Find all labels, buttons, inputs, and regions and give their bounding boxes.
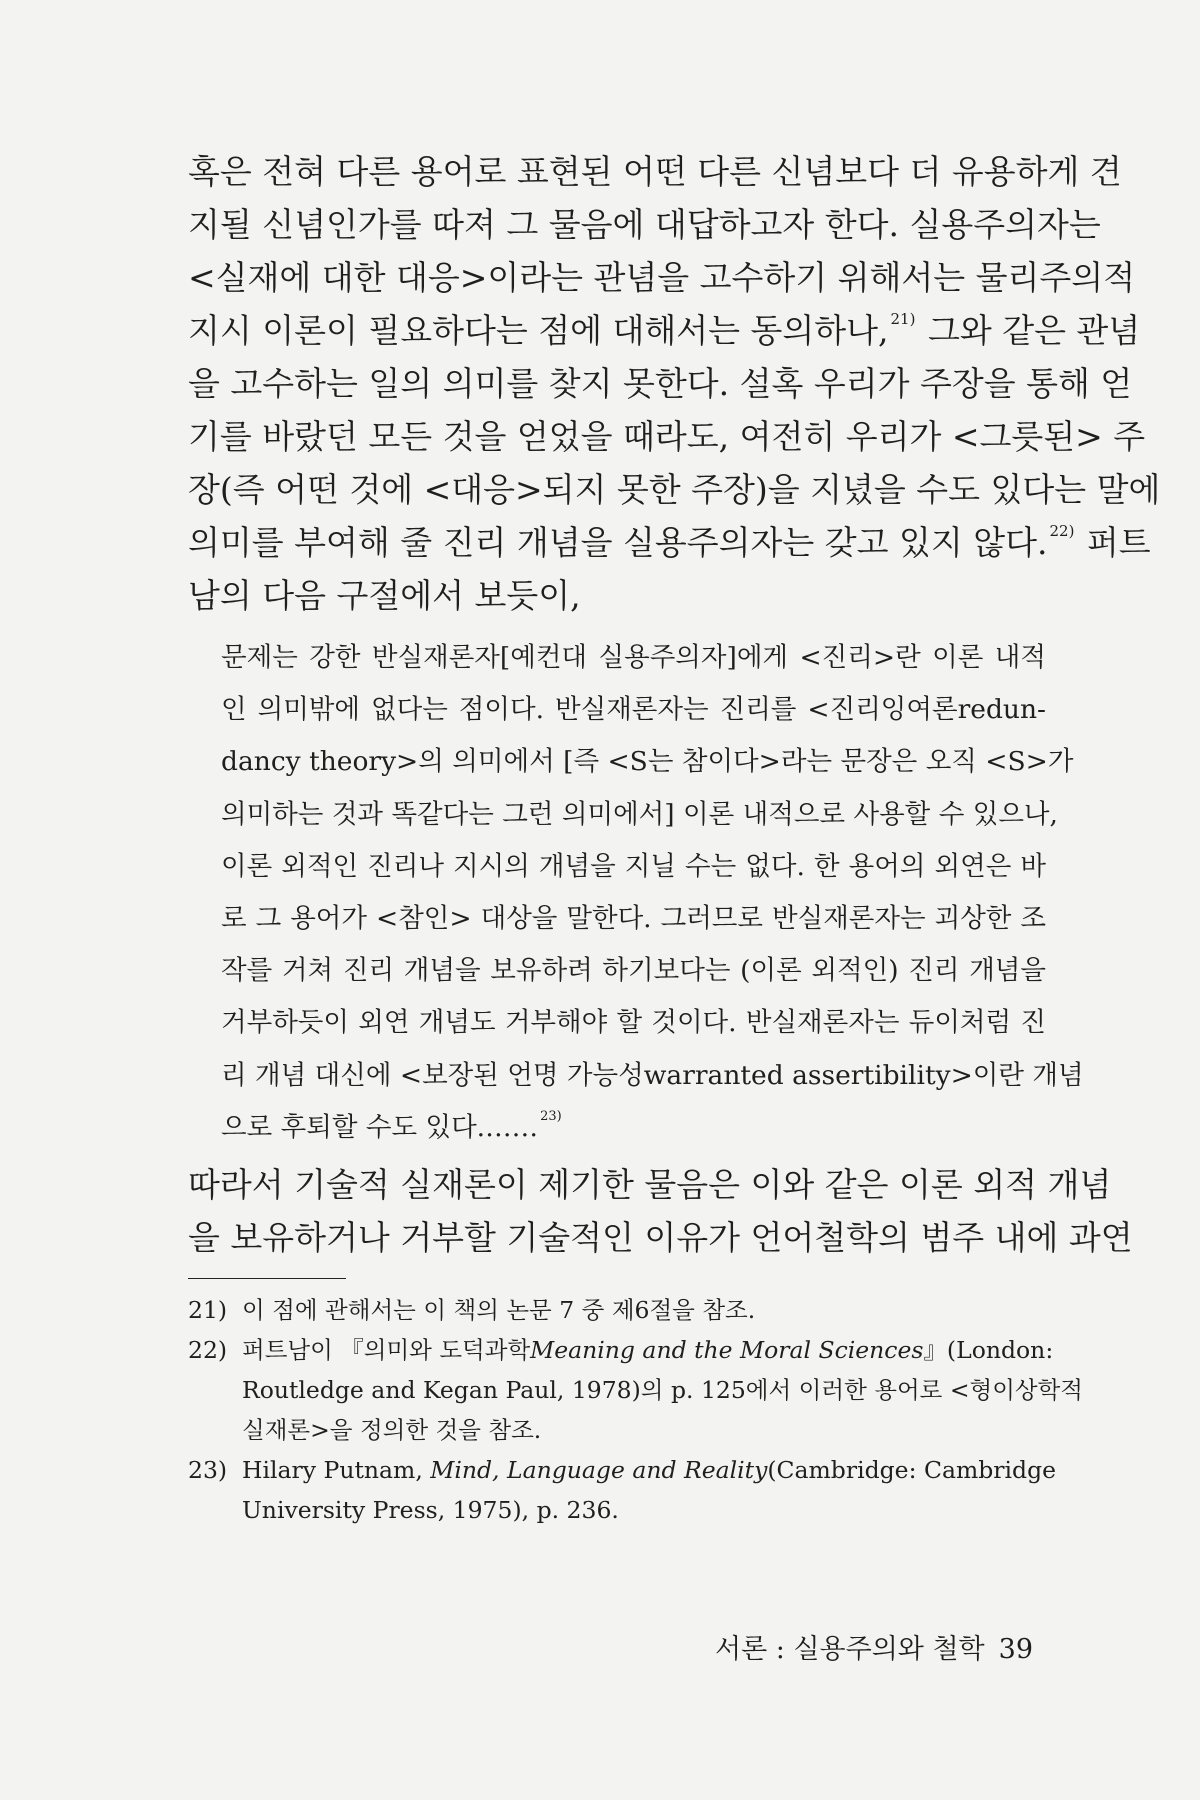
running-title: 서론 : 실용주의와 철학: [715, 1634, 985, 1665]
footnote-ref-23: 23): [540, 1108, 562, 1124]
footnote-line: 이 점에 관해서는 이 책의 논문 7 중 제6절을 참조.: [242, 1296, 756, 1324]
text-line: 장(즉 어떤 것에 <대응>되지 못한 주장)을 지녔을 수도 있다는 말에: [188, 470, 1161, 509]
footnotes: [188, 1290, 1084, 1530]
text-line: [188, 516, 1151, 569]
text-line: [188, 304, 1141, 357]
page-number: 39: [998, 1634, 1033, 1665]
text-segment: 그와 같은 관념: [917, 311, 1141, 350]
running-footer: [715, 1630, 1033, 1670]
text-line: 기를 바랐던 모든 것을 얻었을 때라도, 여전히 우리가 <그릇된> 주: [188, 417, 1146, 456]
footnote-ref-21: 21): [890, 310, 916, 328]
footnote-ref-22: 22): [1049, 522, 1075, 540]
quote-line: 거부하듯이 외연 개념도 거부해야 할 것이다. 반실재론자는 듀이처럼 진: [221, 1007, 1046, 1039]
footnote-line: University Press, 1975), p. 236.: [242, 1496, 619, 1524]
footnote-line: Routledge and Kegan Paul, 1978)의 p. 125에서 이러한 용어로 <형이상학적: [242, 1376, 1084, 1404]
text-segment: 의미를 부여해 줄 진리 개념을 실용주의자는 갖고 있지 않다.: [188, 523, 1048, 562]
footnote-22: [188, 1330, 1084, 1450]
text-line: 을 고수하는 일의 의미를 찾지 못한다. 설혹 우리가 주장을 통해 얻: [188, 364, 1133, 403]
text-line: 따라서 기술적 실재론이 제기한 물음은 이와 같은 이론 외적 개념: [188, 1165, 1112, 1204]
text-segment: 지시 이론이 필요하다는 점에 대해서는 동의하나,: [188, 311, 889, 350]
footnote-number: 22): [188, 1336, 228, 1364]
footnote-line: [242, 1330, 1054, 1370]
book-title: Mind, Language and Reality: [430, 1456, 768, 1484]
footnote-number: 23): [188, 1456, 228, 1484]
quote-line: 리 개념 대신에 <보장된 언명 가능성warranted assertibility>이란 개념: [221, 1059, 1084, 1091]
block-quote: [221, 632, 1084, 1154]
text-segment: (Cambridge: Cambridge: [767, 1456, 1057, 1484]
quote-line: 의미하는 것과 똑같다는 그런 의미에서] 이론 내적으로 사용할 수 있으나,: [221, 798, 1058, 830]
body-paragraph-1: [188, 145, 1161, 622]
body-paragraph-2: [188, 1158, 1133, 1264]
quote-line: 인 의미밖에 없다는 점이다. 반실재론자는 진리를 <진리잉여론redun-: [221, 694, 1046, 726]
text-line: 을 보유하거나 거부할 기술적인 이유가 언어철학의 범주 내에 과연: [188, 1218, 1133, 1257]
quote-line: 작를 거쳐 진리 개념을 보유하려 하기보다는 (이론 외적인) 진리 개념을: [221, 955, 1046, 987]
quote-line: 이론 외적인 진리나 지시의 개념을 지닐 수는 없다. 한 용어의 외연은 바: [221, 850, 1046, 882]
footnote-line: 실재론>을 정의한 것을 참조.: [242, 1416, 542, 1444]
text-line: <실재에 대한 대응>이라는 관념을 고수하기 위해서는 물리주의적: [188, 258, 1136, 297]
quote-line: 문제는 강한 반실재론자[예컨대 실용주의자]에게 <진리>란 이론 내적: [221, 642, 1046, 673]
footnote-number: 21): [188, 1296, 228, 1324]
text-segment: 』(London:: [923, 1336, 1054, 1364]
footnote-23: [188, 1450, 1057, 1530]
text-line: 남의 다음 구절에서 보듯이,: [188, 576, 581, 615]
quote-line: [221, 1102, 1046, 1154]
quote-line: dancy theory>의 의미에서 [즉 <S는 참이다>라는 문장은 오직 <S>가: [221, 746, 1074, 778]
book-title: Meaning and the Moral Sciences: [530, 1336, 924, 1364]
quote-line: 로 그 용어가 <참인> 대상을 말한다. 그러므로 반실재론자는 괴상한 조: [221, 902, 1046, 934]
text-segment: Hilary Putnam,: [242, 1456, 431, 1484]
text-segment: 퍼트: [1076, 523, 1151, 562]
footnote-21: [188, 1290, 1046, 1330]
text-line: 지될 신념인가를 따져 그 물음에 대답하고자 한다. 실용주의자는: [188, 205, 1101, 244]
text-segment: 으로 후퇴할 수도 있다.……: [221, 1111, 539, 1143]
footnote-separator: [188, 1278, 346, 1279]
text-segment: 퍼트남이 『의미와 도덕과학: [242, 1336, 531, 1364]
footnote-line: [242, 1450, 1057, 1490]
text-line: 혹은 전혀 다른 용어로 표현된 어떤 다른 신념보다 더 유용하게 견: [188, 152, 1122, 191]
